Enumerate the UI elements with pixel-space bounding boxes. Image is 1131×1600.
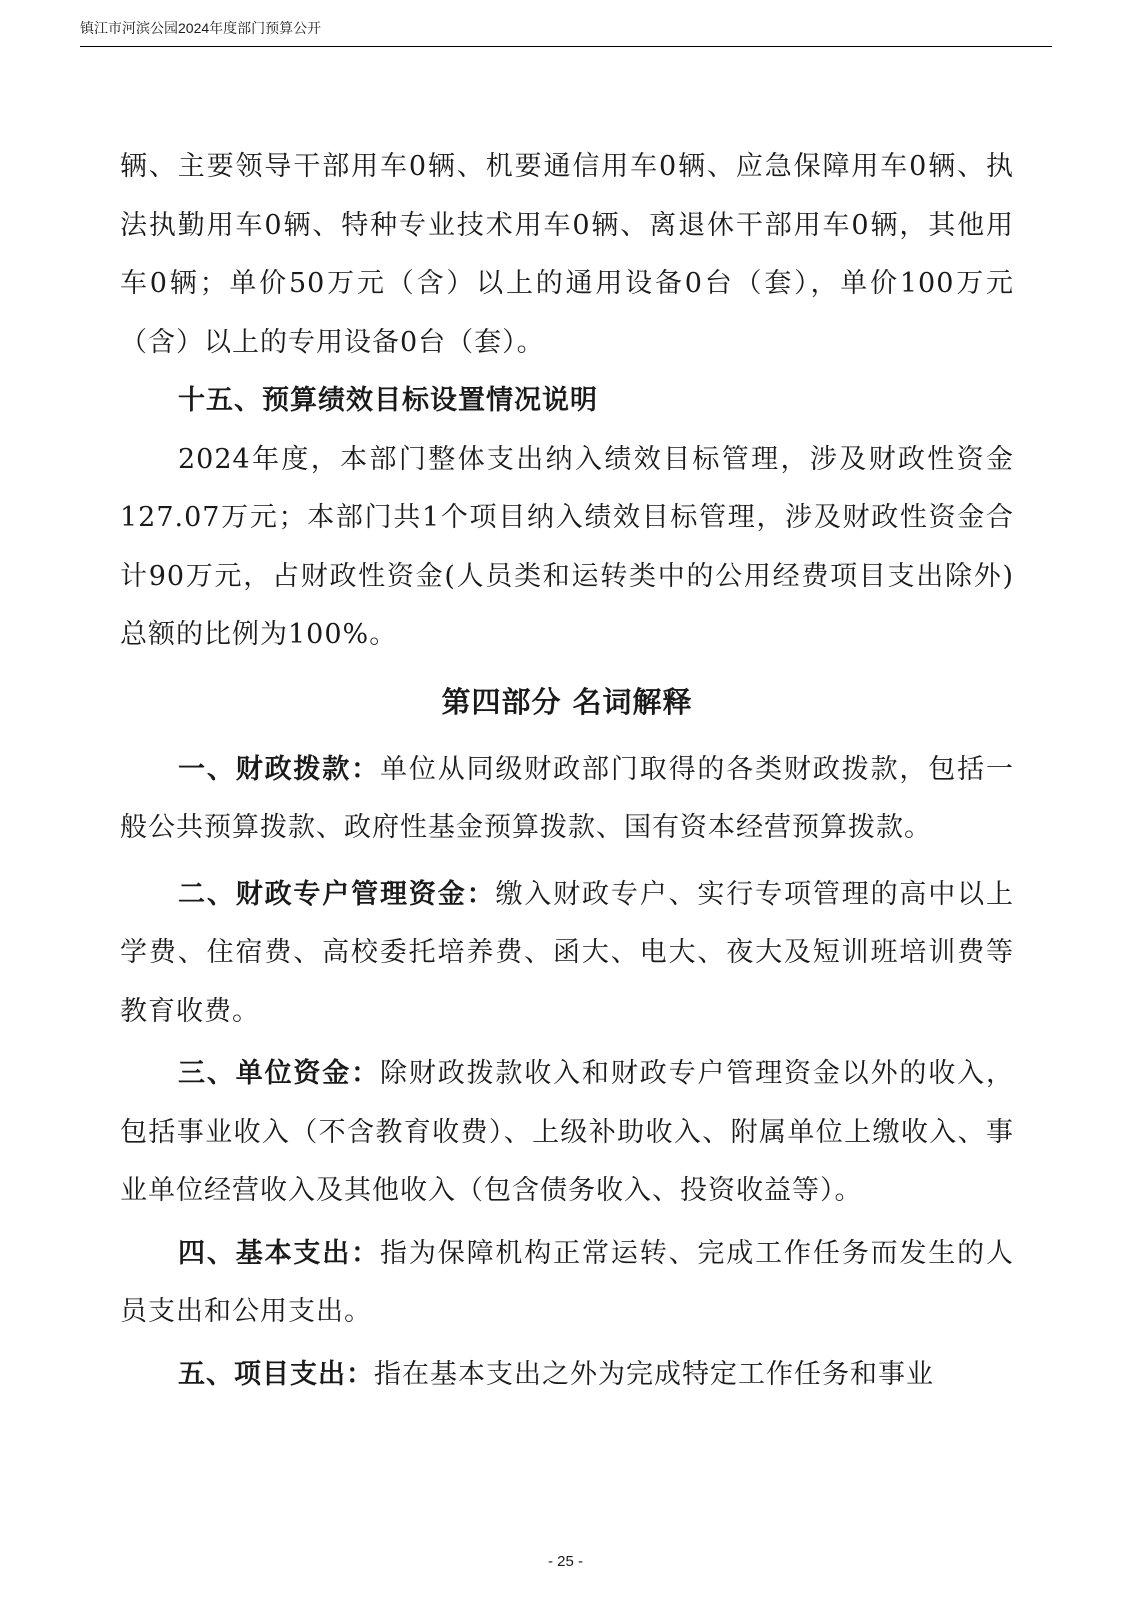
term-label: 三、单位资金： xyxy=(178,1058,380,1089)
running-header: 镇江市河滨公园2024年度部门预算公开 xyxy=(80,20,322,36)
term-label: 四、基本支出： xyxy=(178,1237,380,1269)
term-item-unit-funds xyxy=(120,1045,1014,1221)
term-definition: 指在基本支出之外为完成特定工作任务和事业 xyxy=(374,1358,934,1390)
continuation-paragraph: 辆、主要领导干部用车0辆、机要通信用车0辆、应急保障用车0辆、执法执勤用车0辆、特种专业技术用车0辆、离退休干部用车0辆，其他用车0辆；单价50万元（含）以上的通用设备0台（套），单价100万元（含）以上的专用设备0台（套）。 xyxy=(120,151,1014,358)
header-divider xyxy=(80,46,1052,47)
term-item-project-expenditure xyxy=(120,1346,1014,1405)
term-item-fiscal-appropriation xyxy=(120,741,1014,858)
term-definition: 指为保障机构正常运转、完成工作任务而发生的人员支出和公用支出。 xyxy=(120,1237,1014,1327)
term-label: 二、财政专户管理资金： xyxy=(178,878,496,910)
part-four-title: 第四部分 名词解释 xyxy=(441,684,693,719)
term-definition: 除财政拨款收入和财政专户管理资金以外的收入，包括事业收入（不含教育收费）、上级补助收入、附属单位上缴收入、事业单位经营收入及其他收入（包含债务收入、投资收益等）。 xyxy=(120,1058,1014,1206)
term-item-special-account-funds xyxy=(120,866,1014,1042)
term-label: 五、项目支出： xyxy=(178,1358,374,1390)
term-item-basic-expenditure xyxy=(120,1225,1014,1342)
term-label: 一、财政拨款： xyxy=(178,753,380,785)
term-definition: 单位从同级财政部门取得的各类财政拨款，包括一般公共预算拨款、政府性基金预算拨款、国有资本经营预算拨款。 xyxy=(120,753,1014,843)
page-number: - 25 - xyxy=(547,1553,583,1570)
section-heading-15: 十五、预算绩效目标设置情况说明 xyxy=(178,385,598,416)
document-body xyxy=(120,138,1014,1404)
term-definition: 缴入财政专户、实行专项管理的高中以上学费、住宿费、高校委托培养费、函大、电大、夜大及短训班培训费等教育收费。 xyxy=(120,878,1015,1027)
section-15-paragraph: 2024年度，本部门整体支出纳入绩效目标管理，涉及财政性资金127.07万元；本部门共1个项目纳入绩效目标管理，涉及财政性资金合计90万元，占财政性资金(人员类和运转类中的公用经费项目支出除外)总额的比例为100%。 xyxy=(120,443,1014,650)
